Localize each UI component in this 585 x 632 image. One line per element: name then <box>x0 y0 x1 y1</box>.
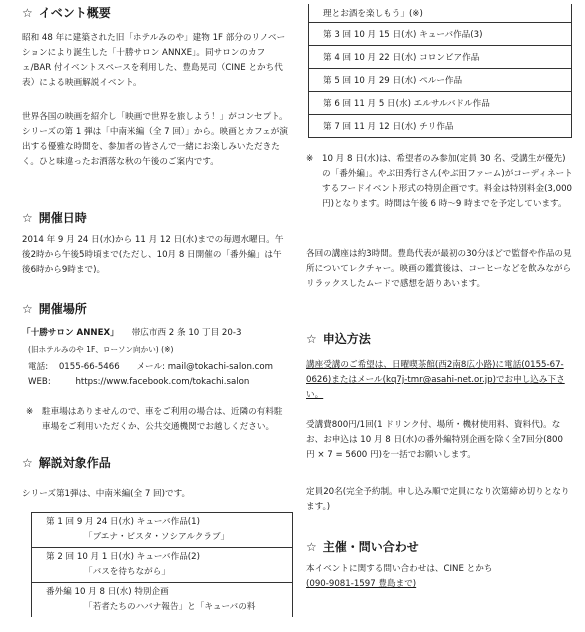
contact-heading: ☆ 主催・問い合わせ <box>306 540 419 554</box>
venue-name-line <box>22 326 241 341</box>
mail-value: メール: mail@tokachi-salon.com <box>136 362 273 372</box>
works-table-continued <box>308 4 572 138</box>
contact-text <box>306 562 574 592</box>
row-title: 第 2 回 10 月 1 日(水) キューバ作品(2) <box>46 552 200 562</box>
row-film: 「バスを待ちながら」 <box>84 567 170 577</box>
row-film: 「ブエナ・ビスタ・ソシアルクラブ」 <box>84 532 230 542</box>
note-mark: ※ <box>306 154 314 164</box>
row-title: 第 1 回 9 月 24 日(水) キューバ作品(1) <box>46 517 200 527</box>
special-note-text: 10 月 8 日(水)は、希望者のみ参加(定員 30 名、受講生が優先)の「番外編」。やぶ田秀行さん(やぶ田ファーム)がコーディネートするフードイベント形式の特別企画です。料金は特別料金(3,000 円)となります。時間は午後 6 時～9 時までを予定しています。 <box>322 154 573 209</box>
venue-tel-line <box>28 360 273 375</box>
works-table <box>31 512 293 617</box>
overview-text: 昭和 48 年に建築された旧「ホテルみのや」建物 1F 部分のリノベーションにより誕生した「十勝サロン ANNXE」。同サロンのカフェ/BAR 付イベントスペースを利用した、豊島晃司（CINE とかち代表）による映画解説イベント。 <box>22 33 286 88</box>
venue-note-text: 駐車場はありませんので、車をご利用の場合は、近隣の有料駐車場をご利用いただくか、公共交通機関でお越しください。 <box>42 407 283 432</box>
venue-heading: ☆ 開催場所 <box>22 302 87 316</box>
table-row <box>32 548 293 583</box>
works-heading: ☆ 解説対象作品 <box>22 456 111 470</box>
star-icon: ☆ <box>22 302 33 316</box>
note-mark: ※ <box>26 407 34 417</box>
capacity-text: 定員20名(完全予約制。申し込み順で定員になり次第締め切りとなります。) <box>306 487 570 512</box>
row-film: 「若者たちのハバナ報告」と「キューバの料 <box>84 602 256 612</box>
table-row: 第 4 回 10 月 22 日(水) コロンビア作品 <box>309 46 572 69</box>
table-row <box>32 583 293 618</box>
venue-web-line <box>28 375 249 390</box>
table-row: 第 3 回 10 月 15 日(水) キューバ作品(3) <box>309 23 572 46</box>
web-link[interactable]: https://www.facebook.com/tokachi.salon <box>75 377 250 387</box>
tel-value: 0155-66-5466 <box>58 362 120 372</box>
table-row <box>32 513 293 548</box>
lecture-text: 各回の講座は約3時間。豊島代表が最初の30分ほどで監督や作品の見所についてレクチャー。映画の鑑賞後は、コーヒーなどを飲みながらリラックスしたムードで感想を語りあいます。 <box>306 249 572 289</box>
web-label: WEB: <box>28 377 51 387</box>
apply-heading: ☆ 申込方法 <box>306 332 371 346</box>
overview-heading: ☆ イベント概要 <box>22 6 111 20</box>
apply-text: 講座受講のご希望は、日曜喫茶館(西2南8広小路)に電話(0155-67-0626)またはメール(kq7j-tmr@asahi-net.or.jp)でお申し込み下さい。 <box>306 360 565 400</box>
star-icon: ☆ <box>22 456 33 470</box>
venue-address: 帯広市西 2 条 10 丁目 20-3 <box>131 328 242 338</box>
venue-sub: (旧ホテルみのや 1F、ローソン向かい) (※) <box>28 345 174 354</box>
star-icon: ☆ <box>306 540 317 554</box>
venue-note <box>26 405 290 435</box>
row-title: 番外編 10 月 8 日(水) 特別企画 <box>46 587 169 597</box>
table-row: 第 6 回 11 月 5 日(水) エルサルバドル作品 <box>309 92 572 115</box>
schedule-heading: ☆ 開催日時 <box>22 211 87 225</box>
table-row <box>309 4 572 23</box>
table-row: 第 5 回 10 月 29 日(水) ペルー作品 <box>309 69 572 92</box>
works-intro: シリーズ第1弾は、中南米編(全 7 回)です。 <box>22 489 191 499</box>
star-icon: ☆ <box>22 6 33 20</box>
table-row: 第 7 回 11 月 12 日(水) チリ作品 <box>309 115 572 138</box>
fee-text: 受講費800円/1回(1 ドリンク付、場所・機材使用料、資料代)。なお、お申込は 10 月 8 日(水)の番外編特別企画を除く全7回分(800 円 × 7 = 5600 円)を一括でお願いします。 <box>306 420 563 460</box>
tel-label: 電話: <box>28 362 49 372</box>
star-icon: ☆ <box>306 332 317 346</box>
row-film: 理とお酒を楽しもう」(※) <box>309 4 572 23</box>
special-note <box>306 152 574 212</box>
contact-line-1: 本イベントに関する問い合わせは、CINE とかち <box>306 564 493 574</box>
star-icon: ☆ <box>22 211 33 225</box>
schedule-text: 2014 年 9 月 24 日(水)から 11 月 12 日(水)までの毎週水曜日。午後2時から午後5時頃まで(ただし、10月 8 日開催の「番外編」は午後6時から9時まで)。 <box>22 235 284 275</box>
overview-text-2: 世界各国の映画を紹介し「映画で世界を旅しよう！」がコンセプト。シリーズの第 1 弾は「中南米編（全 7 回）」から。映画とカフェが演出する優雅な時間を、参加者の皆さんで一緒にお楽しみいただきたく。ひと味違ったお洒落な秋の午後のご案内です。 <box>22 112 288 167</box>
venue-name: 「十勝サロン ANNEX」 <box>22 328 119 338</box>
contact-line-2: (090-9081-1597 豊島まで) <box>306 579 417 589</box>
